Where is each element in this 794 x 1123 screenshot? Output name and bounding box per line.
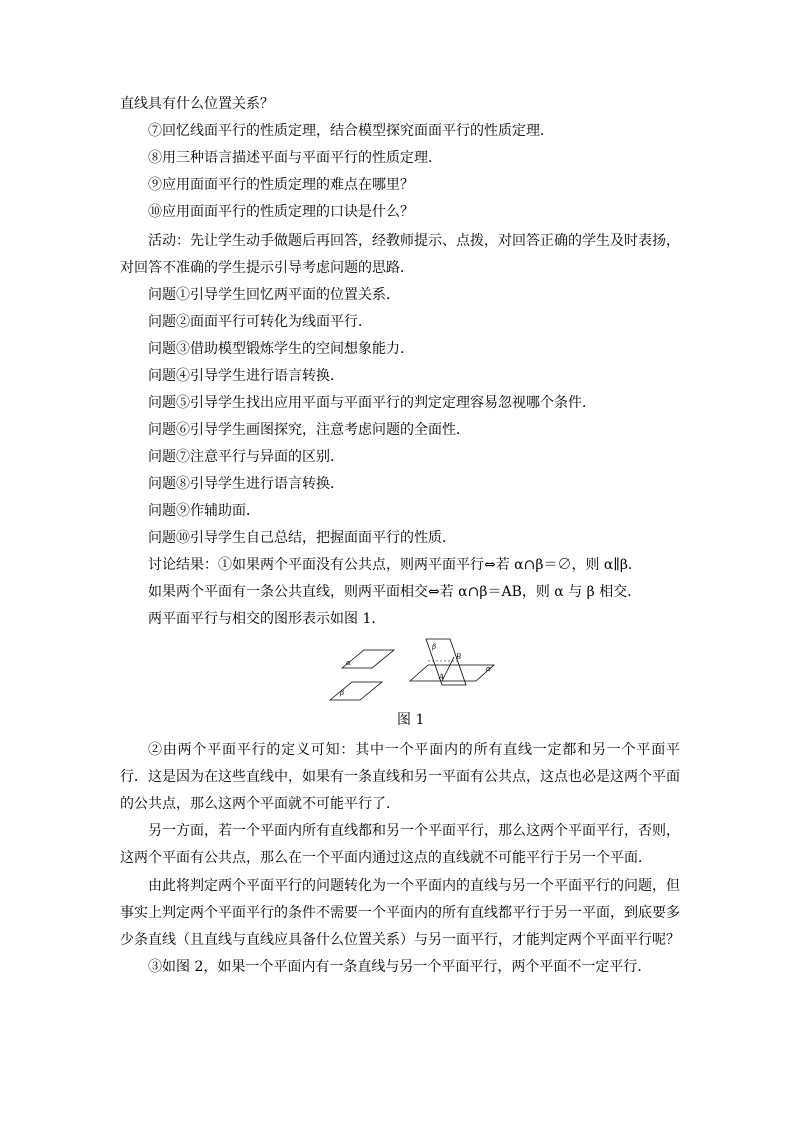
text-line: 这两个平面有公共点，那么在一个平面内通过这点的直线就不可能平行于另一个平面． <box>120 850 652 866</box>
text-line: ②由两个平面平行的定义可知：其中一个平面内的所有直线一定都和另一个平面平 <box>148 742 680 758</box>
plane-alpha-label: α <box>486 665 491 673</box>
text-line: ③如图 2，如果一个平面内有一条直线与另一个平面平行，两个平面不一定平行． <box>148 959 652 975</box>
text-line: ⑧用三种语言描述平面与平面平行的性质定理． <box>148 150 442 166</box>
text-line: 问题③借助模型锻炼学生的空间想象能力． <box>148 341 414 357</box>
text-line: 问题④引导学生进行语言转换． <box>148 368 344 384</box>
text-line: 问题①引导学生回忆两平面的位置关系． <box>148 287 400 303</box>
figure-caption: 图 1 <box>397 712 425 728</box>
text-line: 问题②面面平行可转化为线面平行． <box>148 314 372 330</box>
text-line: 问题⑨作辅助面． <box>148 503 260 519</box>
text-line: 两平面平行与相交的图形表示如图 1． <box>148 611 386 627</box>
plane-beta-label: β <box>340 689 345 697</box>
point-b-label: B <box>456 653 462 661</box>
text-line: ⑦回忆线面平行的性质定理，结合模型探究面面平行的性质定理． <box>148 123 554 139</box>
text-line: 如果两个平面有一条公共直线，则两平面相交⇔若 α∩β＝AB，则 α 与 β 相交． <box>148 584 642 600</box>
text-line: 由此将判定两个平面平行的问题转化为一个平面内的直线与另一个平面平行的问题，但 <box>148 878 680 894</box>
text-line: 活动：先让学生动手做题后再回答，经教师提示、点拨，对回答正确的学生及时表扬， <box>148 233 680 249</box>
text-line: 问题⑦注意平行与异面的区别． <box>148 449 344 465</box>
text-line: 讨论结果：①如果两个平面没有公共点，则两平面平行⇔若 α∩β＝∅，则 α∥β． <box>148 557 642 573</box>
text-line: ⑨应用面面平行的性质定理的难点在哪里？ <box>148 177 414 193</box>
text-line: 另一方面，若一个平面内所有直线都和另一个平面平行，那么这两个平面平行，否则， <box>148 823 680 839</box>
text-line: 对回答不准确的学生提示引导考虑问题的思路． <box>120 260 414 276</box>
text-line: 行．这是因为在这些直线中，如果有一条直线和另一平面有公共点，这点也必是这两个平面 <box>120 769 680 785</box>
text-line: 问题⑥引导学生画图探究，注意考虑问题的全面性． <box>148 422 470 438</box>
text-line: 问题⑧引导学生进行语言转换． <box>148 476 344 492</box>
text-line: 少条直线（且直线与直线应具备什么位置关系）与另一面平行，才能判定两个平面平行呢？ <box>120 932 680 948</box>
text-line: 问题⑤引导学生找出应用平面与平面平行的判定定理容易忽视哪个条件． <box>148 395 596 411</box>
intersecting-planes-figure <box>408 637 496 687</box>
plane-beta-label: β <box>432 643 437 651</box>
text-line: 的公共点，那么这两个平面就不可能平行了． <box>120 796 400 812</box>
text-line: 问题⑩引导学生自己总结，把握面面平行的性质． <box>148 530 456 546</box>
point-a-label: A <box>439 673 445 681</box>
plane-alpha-label: α <box>346 659 351 667</box>
text-line: 直线具有什么位置关系？ <box>120 96 274 112</box>
text-line: 事实上判定两个平面平行的条件不需要一个平面内的所有直线都平行于另一平面，到底要多 <box>120 905 680 921</box>
text-line: ⑩应用面面平行的性质定理的口诀是什么？ <box>148 204 414 220</box>
